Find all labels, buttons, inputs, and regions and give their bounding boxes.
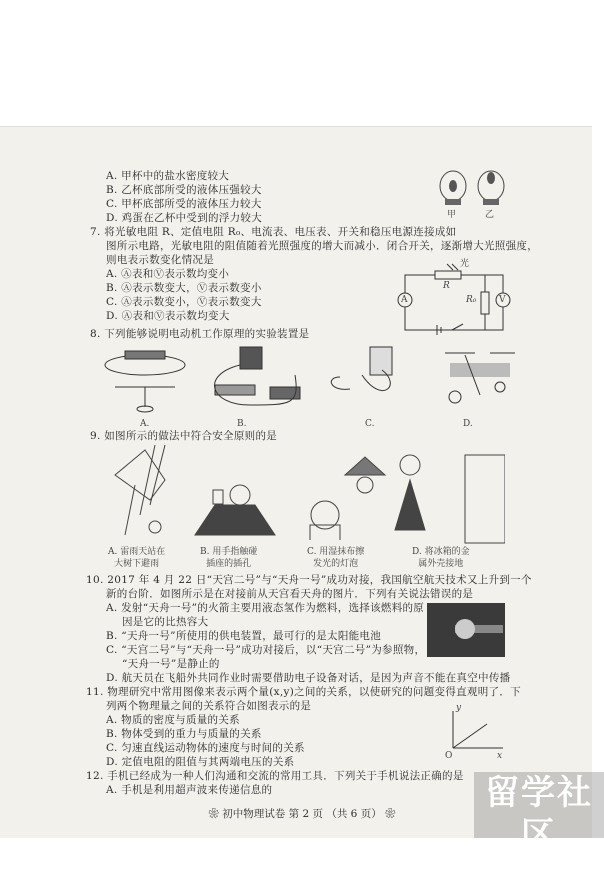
q10-option-a: A. 发射“天舟一号”的火箭主要用液态氢作为燃料，选择该燃料的原 — [106, 602, 425, 614]
q6-option-b: B. 乙杯底部所受的液体压强较大 — [106, 184, 262, 196]
resistor-r-label: R — [443, 281, 450, 291]
watermark-logo — [474, 772, 604, 872]
q8-label-b: B. — [237, 419, 247, 429]
graph-x-label: x — [497, 751, 503, 761]
watermark-main: 留学社区 — [485, 773, 593, 855]
q12-option-a: A. 手机是利用超声波来传递信息的 — [106, 784, 273, 796]
q7-option-c: C. Ⓐ表示数变小，Ⓥ表示数变大 — [106, 296, 262, 308]
q8-label-d: D. — [463, 419, 473, 429]
q10-option-d: D. 航天员在飞船外共同作业时需要借助电子设备对话，是因为声音不能在真空中传播 — [106, 672, 511, 684]
q9-caption-a: A. 雷雨天站在 大树下避雨 — [108, 547, 166, 569]
q10-stem-2: 新的台阶．如图所示是在对接前从天宫看天舟的图片．下列有关说法错误的是 — [106, 588, 474, 600]
watermark-url: bbs.liuxue86.com — [481, 857, 597, 872]
q10-option-c: C. “天宫二号”与“天舟一号”成功对接后，以“天宫二号”为参照物， — [106, 644, 426, 656]
q7-option-b: B. Ⓐ表示数变大，Ⓥ表示数变小 — [106, 282, 262, 294]
q11-stem: 11. 物理研究中常用图像来表示两个量(x,y)之间的关系，以使研究的问题变得直观明了．下 — [86, 686, 521, 698]
q11-line-graph — [445, 710, 505, 752]
q11-option-b: B. 物体受到的重力与质量的关系 — [106, 728, 262, 740]
q6-option-c: C. 甲杯底部所受的液体压力较大 — [106, 198, 262, 210]
q8-label-a: A. — [140, 419, 150, 429]
cup-label-yi: 乙 — [485, 210, 495, 220]
resistor-r0-label: R₀ — [466, 295, 477, 305]
q9-stem: 9. 如图所示的做法中符合安全原则的是 — [90, 430, 278, 442]
q9-caption-c: C. 用湿抹布擦 发光的灯泡 — [307, 547, 365, 569]
q11-option-c: C. 匀速直线运动物体的速度与时间的关系 — [106, 742, 305, 754]
q11-stem-2: 列两个物理量之间的关系符合如图表示的是 — [106, 700, 312, 712]
q7-stem-2: 图所示电路，光敏电阻的阻值随着光照强度的增大而减小．闭合开关，逐渐增大光照强度， — [106, 240, 538, 252]
q8-apparatus-figures — [100, 345, 520, 417]
q7-option-a: A. Ⓐ表和Ⓥ表示数均变小 — [106, 268, 230, 280]
q12-stem: 12. 手机已经成为一种人们沟通和交流的常用工具．下列关于手机说法正确的是 — [86, 770, 464, 782]
q7-option-d: D. Ⓐ表和Ⓥ表示数均变大 — [106, 310, 230, 322]
cup-label-jia: 甲 — [447, 210, 457, 220]
ammeter-label: A — [401, 295, 408, 305]
q9-caption-b: B. 用手指触碰 插座的插孔 — [200, 547, 258, 569]
q8-label-c: C. — [365, 419, 375, 429]
q10-stem: 10. 2017 年 4 月 22 日“天宫二号”与“天舟一号”成功对接，我国航空航天技术又上升到一个 — [86, 574, 532, 586]
tianzhou-photo — [427, 603, 505, 657]
q9-safety-figures — [105, 445, 505, 545]
q6-cups-figure — [435, 168, 515, 208]
q11-option-d: D. 定值电阻的阻值与其两端电压的关系 — [106, 756, 295, 768]
q6-option-d: D. 鸡蛋在乙杯中受到的浮力较大 — [106, 212, 263, 224]
q7-stem: 7. 将光敏电阻 R、定值电阻 R₀、电流表、电压表、开关和稳压电源连接成如 — [90, 226, 457, 238]
page-footer: ❀ 初中物理试卷 第 2 页 （共 6 页） ❀ — [208, 808, 396, 820]
graph-origin-label: O — [445, 751, 453, 761]
q11-option-a: A. 物质的密度与质量的关系 — [106, 714, 240, 726]
graph-y-label: y — [456, 703, 462, 713]
q10-option-a-cont: 因是它的比热容大 — [122, 616, 209, 628]
voltmeter-label: V — [499, 295, 506, 305]
light-label: 光 — [460, 259, 470, 269]
q10-option-b: B. “天舟一号”所使用的供电装置，最可行的是太阳能电池 — [106, 630, 382, 642]
q9-caption-d: D. 将冰箱的金 属外壳接地 — [412, 547, 470, 569]
q10-option-c-cont: “天舟一号”是静止的 — [122, 658, 220, 670]
q7-stem-3: 则电表示数变化情况是 — [106, 254, 214, 266]
q6-option-a: A. 甲杯中的盐水密度较大 — [106, 170, 230, 182]
q8-stem: 8. 下列能够说明电动机工作原理的实验装置是 — [90, 328, 310, 340]
